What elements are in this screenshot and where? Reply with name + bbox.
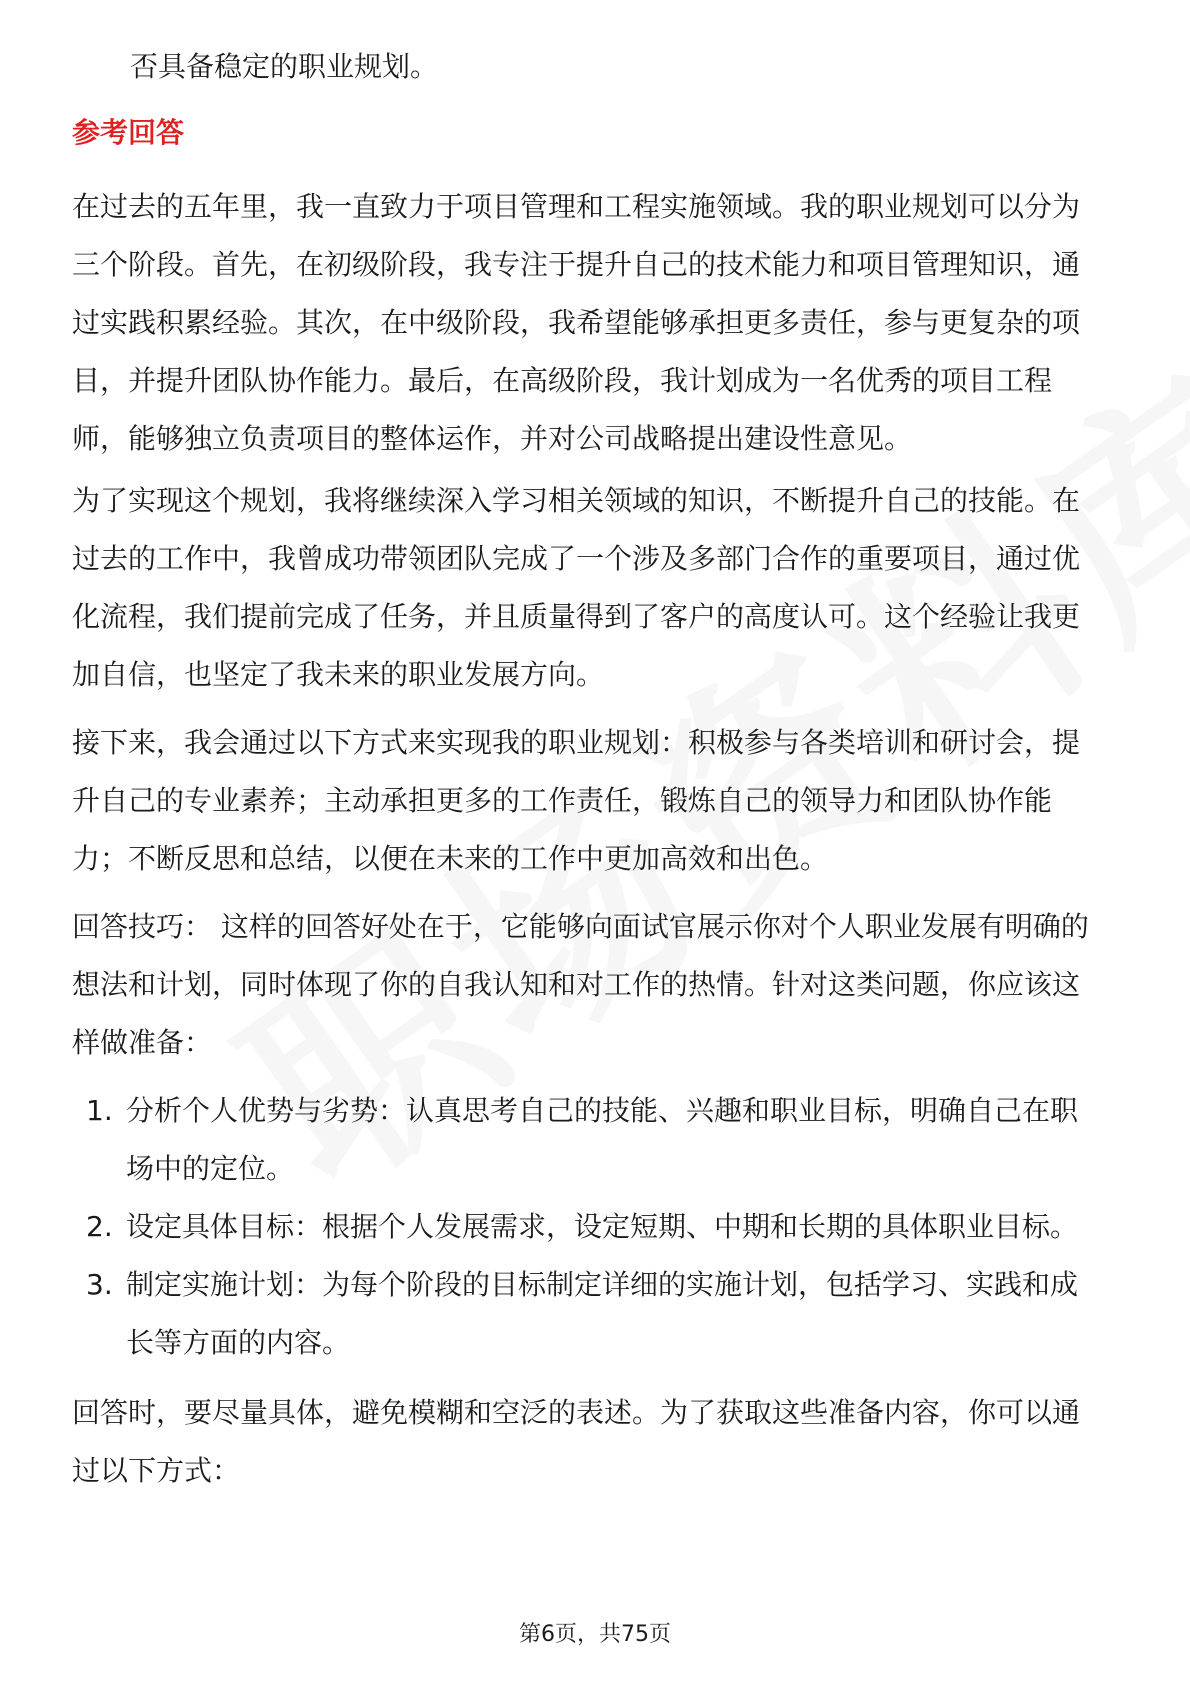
paragraph-line: 过实践积累经验。其次，在中级阶段，我希望能够承担更多责任，参与更复杂的项: [72, 306, 1081, 339]
list-item-line: 场中的定位。: [126, 1152, 295, 1185]
paragraph-line: 升自己的专业素养；主动承担更多的工作责任，锻炼自己的领导力和团队协作能: [72, 784, 1053, 817]
paragraph-3: [72, 714, 1080, 888]
paragraph-line: 目，并提升团队协作能力。最后，在高级阶段，我计划成为一名优秀的项目工程: [72, 364, 1053, 397]
list-number: 3.: [86, 1268, 113, 1301]
paragraph-line: 加自信，也坚定了我未来的职业发展方向。: [72, 658, 605, 691]
paragraph-line: 样做准备：: [72, 1026, 213, 1059]
numbered-list: [72, 1082, 1078, 1372]
paragraph-line: 想法和计划，同时体现了你的自我认知和对工作的热情。针对这类问题，你应该这: [72, 968, 1081, 1001]
list-item: [72, 1198, 1078, 1256]
paragraph-line: 在过去的五年里，我一直致力于项目管理和工程实施领域。我的职业规划可以分为: [72, 190, 1081, 223]
paragraph-line: 回答时，要尽量具体，避免模糊和空泛的表述。为了获取这些准备内容，你可以通: [72, 1396, 1081, 1429]
paragraph-2: [72, 472, 1080, 704]
list-number: 1.: [86, 1094, 113, 1127]
paragraph-5: [72, 1384, 1080, 1500]
list-item-line: 制定实施计划：为每个阶段的目标制定详细的实施计划，包括学习、实践和成: [126, 1268, 1079, 1301]
paragraph-line: 力；不断反思和总结，以便在未来的工作中更加高效和出色。: [72, 842, 829, 875]
paragraph-line: 回答技巧： 这样的回答好处在于，它能够向面试官展示你对个人职业发展有明确的: [72, 910, 1089, 943]
paragraph-line: 三个阶段。首先，在初级阶段，我专注于提升自己的技术能力和项目管理知识，通: [72, 248, 1081, 281]
paragraph-line: 化流程，我们提前完成了任务，并且质量得到了客户的高度认可。这个经验让我更: [72, 600, 1081, 633]
paragraph-line: 过去的工作中，我曾成功带领团队完成了一个涉及多部门合作的重要项目，通过优: [72, 542, 1081, 575]
list-item: [72, 1256, 1078, 1372]
paragraph-1: [72, 178, 1080, 468]
list-item-line: 设定具体目标：根据个人发展需求，设定短期、中期和长期的具体职业目标。: [126, 1210, 1079, 1243]
list-item-line: 分析个人优势与劣势：认真思考自己的技能、兴趣和职业目标，明确自己在职: [126, 1094, 1079, 1127]
paragraph-line: 接下来，我会通过以下方式来实现我的职业规划：积极参与各类培训和研讨会，提: [72, 726, 1081, 759]
list-item: [72, 1082, 1078, 1198]
paragraph-line: 师，能够独立负责项目的整体运作，并对公司战略提出建设性意见。: [72, 422, 913, 455]
section-heading: 参考回答: [72, 116, 185, 149]
page-number-footer: 第6页，共75页: [519, 1622, 671, 1647]
paragraph-line: 过以下方式：: [72, 1454, 241, 1487]
list-number: 2.: [86, 1210, 113, 1243]
intro-tail-line: 否具备稳定的职业规划。: [130, 50, 439, 83]
list-item-line: 长等方面的内容。: [126, 1326, 351, 1359]
paragraph-4: [72, 898, 1089, 1072]
paragraph-line: 为了实现这个规划，我将继续深入学习相关领域的知识，不断提升自己的技能。在: [72, 484, 1081, 517]
